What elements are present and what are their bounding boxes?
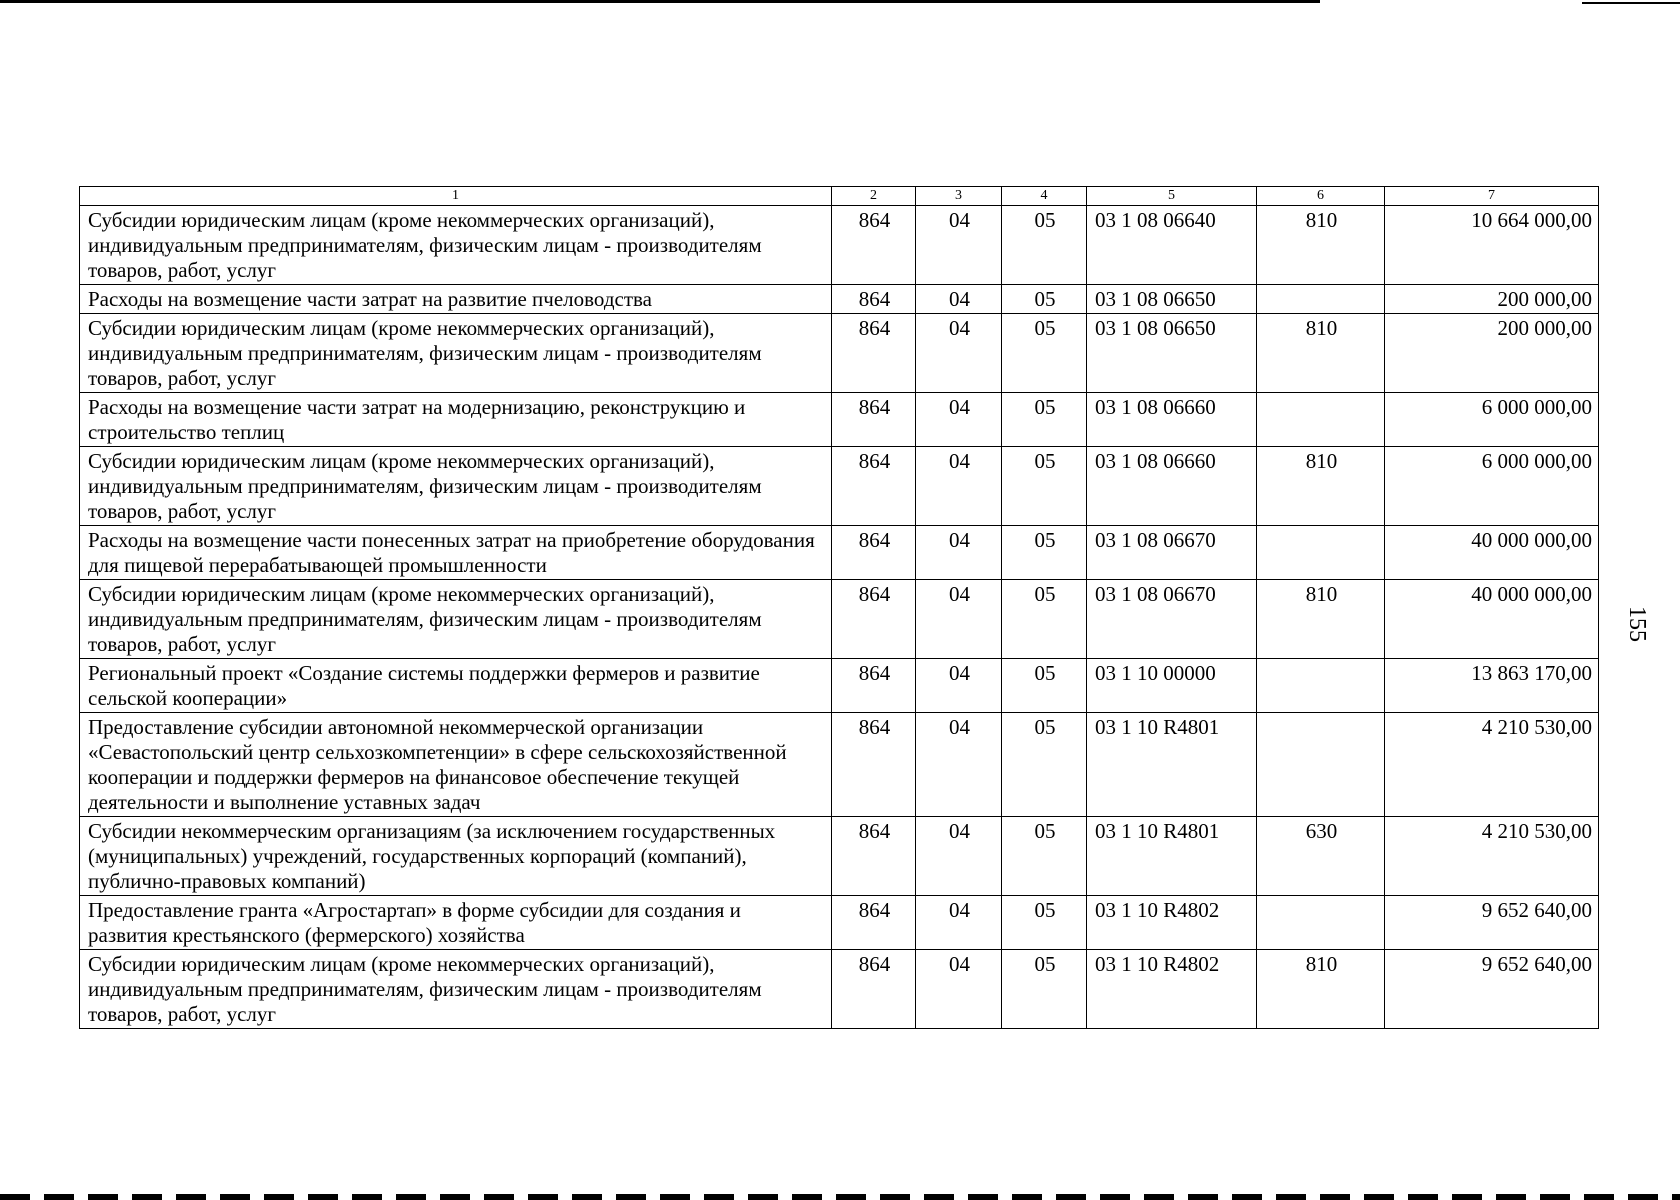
row-grbs-cell: 864 xyxy=(832,393,916,447)
row-name-cell: Субсидии юридическим лицам (кроме некоммерческих организаций), индивидуальным предпринимателям, физическим лицам - производителям товаров, работ, услуг xyxy=(80,580,832,659)
header-col-4: 4 xyxy=(1002,187,1087,206)
row-grbs-cell: 864 xyxy=(832,314,916,393)
row-grbs-cell: 864 xyxy=(832,526,916,580)
row-expense-type-cell xyxy=(1257,896,1385,950)
row-expense-type-cell xyxy=(1257,393,1385,447)
page-number: 155 xyxy=(1624,606,1650,642)
header-col-7: 7 xyxy=(1385,187,1599,206)
row-subsection-cell: 05 xyxy=(1002,896,1087,950)
table-row xyxy=(80,896,1599,950)
row-section-cell: 04 xyxy=(916,285,1002,314)
row-grbs-cell: 864 xyxy=(832,206,916,285)
row-expense-type-cell xyxy=(1257,285,1385,314)
scan-edge-top xyxy=(0,0,1320,3)
row-expense-type-cell xyxy=(1257,659,1385,713)
row-grbs-cell: 864 xyxy=(832,580,916,659)
row-target-article-cell: 03 1 10 R4801 xyxy=(1087,713,1257,817)
row-section-cell: 04 xyxy=(916,817,1002,896)
scan-edge-top-right xyxy=(1582,2,1680,4)
table-body xyxy=(80,206,1599,1029)
table-header xyxy=(80,187,1599,206)
row-expense-type-cell xyxy=(1257,713,1385,817)
row-subsection-cell: 05 xyxy=(1002,713,1087,817)
row-amount-cell: 200 000,00 xyxy=(1385,314,1599,393)
row-expense-type-cell: 810 xyxy=(1257,206,1385,285)
row-amount-cell: 40 000 000,00 xyxy=(1385,526,1599,580)
header-row xyxy=(80,187,1599,206)
row-expense-type-cell: 810 xyxy=(1257,314,1385,393)
row-target-article-cell: 03 1 08 06670 xyxy=(1087,526,1257,580)
row-amount-cell: 6 000 000,00 xyxy=(1385,393,1599,447)
row-amount-cell: 9 652 640,00 xyxy=(1385,896,1599,950)
row-section-cell: 04 xyxy=(916,206,1002,285)
row-expense-type-cell xyxy=(1257,526,1385,580)
row-grbs-cell: 864 xyxy=(832,950,916,1029)
row-amount-cell: 4 210 530,00 xyxy=(1385,817,1599,896)
row-section-cell: 04 xyxy=(916,447,1002,526)
table-row xyxy=(80,314,1599,393)
row-target-article-cell: 03 1 10 R4802 xyxy=(1087,896,1257,950)
table-row xyxy=(80,206,1599,285)
row-subsection-cell: 05 xyxy=(1002,526,1087,580)
row-name-cell: Предоставление гранта «Агростартап» в форме субсидии для создания и развития крестьянского (фермерского) хозяйства xyxy=(80,896,832,950)
row-subsection-cell: 05 xyxy=(1002,393,1087,447)
row-section-cell: 04 xyxy=(916,526,1002,580)
row-target-article-cell: 03 1 08 06660 xyxy=(1087,447,1257,526)
row-subsection-cell: 05 xyxy=(1002,447,1087,526)
table-row xyxy=(80,285,1599,314)
budget-table xyxy=(79,186,1599,1029)
header-col-2: 2 xyxy=(832,187,916,206)
row-grbs-cell: 864 xyxy=(832,447,916,526)
row-target-article-cell: 03 1 10 00000 xyxy=(1087,659,1257,713)
row-grbs-cell: 864 xyxy=(832,659,916,713)
table-row xyxy=(80,447,1599,526)
table-row xyxy=(80,950,1599,1029)
row-section-cell: 04 xyxy=(916,896,1002,950)
row-expense-type-cell: 810 xyxy=(1257,447,1385,526)
header-col-1: 1 xyxy=(80,187,832,206)
row-name-cell: Расходы на возмещение части понесенных затрат на приобретение оборудования для пищевой перерабатывающей промышленности xyxy=(80,526,832,580)
row-section-cell: 04 xyxy=(916,950,1002,1029)
row-target-article-cell: 03 1 08 06670 xyxy=(1087,580,1257,659)
row-subsection-cell: 05 xyxy=(1002,314,1087,393)
row-subsection-cell: 05 xyxy=(1002,285,1087,314)
row-name-cell: Расходы на возмещение части затрат на развитие пчеловодства xyxy=(80,285,832,314)
row-target-article-cell: 03 1 10 R4801 xyxy=(1087,817,1257,896)
row-expense-type-cell: 810 xyxy=(1257,950,1385,1029)
table-row xyxy=(80,580,1599,659)
header-col-6: 6 xyxy=(1257,187,1385,206)
row-expense-type-cell: 630 xyxy=(1257,817,1385,896)
row-section-cell: 04 xyxy=(916,580,1002,659)
row-section-cell: 04 xyxy=(916,659,1002,713)
row-target-article-cell: 03 1 10 R4802 xyxy=(1087,950,1257,1029)
row-subsection-cell: 05 xyxy=(1002,206,1087,285)
row-name-cell: Субсидии юридическим лицам (кроме некоммерческих организаций), индивидуальным предпринимателям, физическим лицам - производителям товаров, работ, услуг xyxy=(80,206,832,285)
row-name-cell: Субсидии некоммерческим организациям (за исключением государственных (муниципальных) учреждений, государственных корпораций (компаний), публично-правовых компаний) xyxy=(80,817,832,896)
header-col-3: 3 xyxy=(916,187,1002,206)
row-subsection-cell: 05 xyxy=(1002,817,1087,896)
row-subsection-cell: 05 xyxy=(1002,580,1087,659)
scan-edge-bottom xyxy=(0,1194,1680,1200)
row-subsection-cell: 05 xyxy=(1002,950,1087,1029)
table-row xyxy=(80,817,1599,896)
row-grbs-cell: 864 xyxy=(832,285,916,314)
row-target-article-cell: 03 1 08 06650 xyxy=(1087,314,1257,393)
header-col-5: 5 xyxy=(1087,187,1257,206)
row-grbs-cell: 864 xyxy=(832,896,916,950)
row-target-article-cell: 03 1 08 06660 xyxy=(1087,393,1257,447)
row-name-cell: Предоставление субсидии автономной некоммерческой организации «Севастопольский центр сельхозкомпетенции» в сфере сельскохозяйственной кооперации и поддержки фермеров на финансовое обеспечение текущей деятельности и выполнение уставных задач xyxy=(80,713,832,817)
row-amount-cell: 200 000,00 xyxy=(1385,285,1599,314)
row-amount-cell: 4 210 530,00 xyxy=(1385,713,1599,817)
row-amount-cell: 6 000 000,00 xyxy=(1385,447,1599,526)
row-subsection-cell: 05 xyxy=(1002,659,1087,713)
row-target-article-cell: 03 1 08 06650 xyxy=(1087,285,1257,314)
row-name-cell: Региональный проект «Создание системы поддержки фермеров и развитие сельской кооперации» xyxy=(80,659,832,713)
row-section-cell: 04 xyxy=(916,393,1002,447)
table-row xyxy=(80,659,1599,713)
row-grbs-cell: 864 xyxy=(832,713,916,817)
row-amount-cell: 10 664 000,00 xyxy=(1385,206,1599,285)
table-row xyxy=(80,526,1599,580)
row-section-cell: 04 xyxy=(916,713,1002,817)
row-amount-cell: 13 863 170,00 xyxy=(1385,659,1599,713)
row-grbs-cell: 864 xyxy=(832,817,916,896)
row-expense-type-cell: 810 xyxy=(1257,580,1385,659)
row-amount-cell: 9 652 640,00 xyxy=(1385,950,1599,1029)
row-name-cell: Субсидии юридическим лицам (кроме некоммерческих организаций), индивидуальным предпринимателям, физическим лицам - производителям товаров, работ, услуг xyxy=(80,950,832,1029)
row-name-cell: Субсидии юридическим лицам (кроме некоммерческих организаций), индивидуальным предпринимателям, физическим лицам - производителям товаров, работ, услуг xyxy=(80,314,832,393)
row-section-cell: 04 xyxy=(916,314,1002,393)
table-row xyxy=(80,393,1599,447)
table-row xyxy=(80,713,1599,817)
row-name-cell: Субсидии юридическим лицам (кроме некоммерческих организаций), индивидуальным предпринимателям, физическим лицам - производителям товаров, работ, услуг xyxy=(80,447,832,526)
row-amount-cell: 40 000 000,00 xyxy=(1385,580,1599,659)
row-target-article-cell: 03 1 08 06640 xyxy=(1087,206,1257,285)
row-name-cell: Расходы на возмещение части затрат на модернизацию, реконструкцию и строительство теплиц xyxy=(80,393,832,447)
